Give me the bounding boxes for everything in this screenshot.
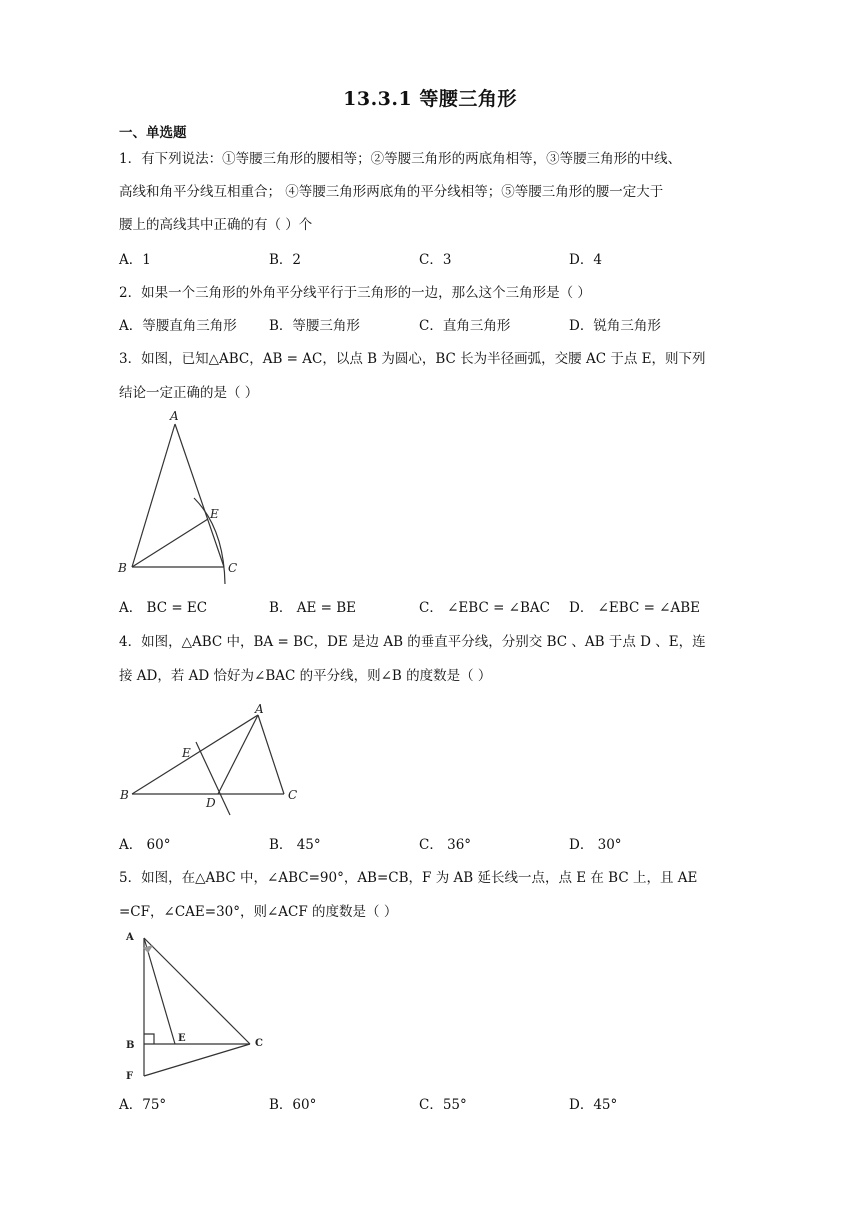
q3-line-2: 结论一定正确的是（ ） — [119, 385, 259, 401]
q3-label-c: C — [228, 561, 238, 575]
q5-label-c: C — [255, 1038, 263, 1049]
q4-label-e: E — [182, 746, 191, 760]
q5-angle-mark — [144, 946, 152, 952]
q5-option-c[interactable]: C．55° — [419, 1097, 467, 1113]
q4-label-b: B — [120, 788, 129, 802]
q5-figure — [118, 926, 278, 1086]
section-heading: 一、单选题 — [119, 125, 187, 141]
q1-option-b[interactable]: B．2 — [269, 252, 302, 268]
q4-line-2: 接 AD，若 AD 恰好为∠BAC 的平分线，则∠B 的度数是（ ） — [119, 668, 492, 684]
q4-option-b[interactable]: B． 45° — [269, 837, 321, 853]
q5-line-2: =CF，∠CAE=30°，则∠ACF 的度数是（ ） — [119, 904, 398, 920]
q2-option-a[interactable]: A．等腰直角三角形 — [119, 318, 237, 334]
q5-option-d[interactable]: D．45° — [569, 1097, 618, 1113]
q1-option-c[interactable]: C．3 — [419, 252, 452, 268]
q4-figure — [112, 697, 312, 822]
q3-line-1: 3．如图，已知△ABC，AB = AC，以点 B 为圆心，BC 长为半径画弧，交腰 AC 于点 E，则下列 — [119, 351, 706, 367]
q3-segment-ac — [175, 424, 224, 567]
q3-segment-ab — [132, 424, 175, 567]
q5-label-b: B — [126, 1040, 135, 1051]
q3-option-b[interactable]: B． AE = BE — [269, 600, 356, 616]
q5-label-e: E — [178, 1033, 186, 1044]
q3-figure — [112, 406, 252, 588]
q2-option-c[interactable]: C．直角三角形 — [419, 318, 511, 334]
q1-line-2: 高线和角平分线互相重合； ④等腰三角形两底角的平分线相等；⑤等腰三角形的腰一定大于 — [119, 184, 664, 200]
page-title: 13.3.1 等腰三角形 — [343, 88, 517, 110]
q4-label-c: C — [288, 788, 298, 802]
q3-option-d[interactable]: D． ∠EBC = ∠ABE — [569, 600, 701, 616]
q3-option-c[interactable]: C． ∠EBC = ∠BAC — [419, 600, 550, 616]
q3-segment-be — [132, 519, 208, 567]
q5-right-angle-mark — [144, 1034, 154, 1044]
q3-option-a[interactable]: A． BC = EC — [119, 600, 208, 616]
q4-line-1: 4．如图，△ABC 中，BA = BC，DE 是边 AB 的垂直平分线，分别交 BC 、AB 于点 D 、E，连 — [119, 634, 706, 650]
q3-label-b: B — [118, 561, 127, 575]
q4-label-d: D — [206, 796, 216, 810]
q4-segment-ba — [132, 715, 258, 794]
q5-label-f: F — [126, 1071, 134, 1082]
q5-line-1: 5．如图，在△ABC 中，∠ABC=90°，AB=CB，F 为 AB 延长线一点，点 E 在 BC 上，且 AE — [119, 870, 698, 886]
q1-line-3: 腰上的高线其中正确的有（ ）个 — [119, 217, 313, 233]
q1-option-a[interactable]: A．1 — [119, 252, 151, 268]
q5-option-a[interactable]: A．75° — [119, 1097, 167, 1113]
q5-segment-cf — [144, 1044, 250, 1076]
q1-option-d[interactable]: D．4 — [569, 252, 602, 268]
q1-line-1: 1．有下列说法：①等腰三角形的腰相等；②等腰三角形的两底角相等，③等腰三角形的中线、 — [119, 151, 682, 167]
q3-label-e: E — [210, 507, 219, 521]
q2-option-b[interactable]: B．等腰三角形 — [269, 318, 360, 334]
q2-line-1: 2．如果一个三角形的外角平分线平行于三角形的一边，那么这个三角形是（ ） — [119, 285, 591, 301]
q3-label-a: A — [170, 409, 179, 423]
q4-option-c[interactable]: C． 36° — [419, 837, 472, 853]
q5-label-a: A — [126, 932, 134, 943]
q4-label-a: A — [255, 702, 264, 716]
q5-option-b[interactable]: B．60° — [269, 1097, 317, 1113]
q2-option-d[interactable]: D．锐角三角形 — [569, 318, 661, 334]
q4-segment-ac — [258, 715, 284, 794]
q4-option-d[interactable]: D． 30° — [569, 837, 622, 853]
q4-option-a[interactable]: A． 60° — [119, 837, 171, 853]
